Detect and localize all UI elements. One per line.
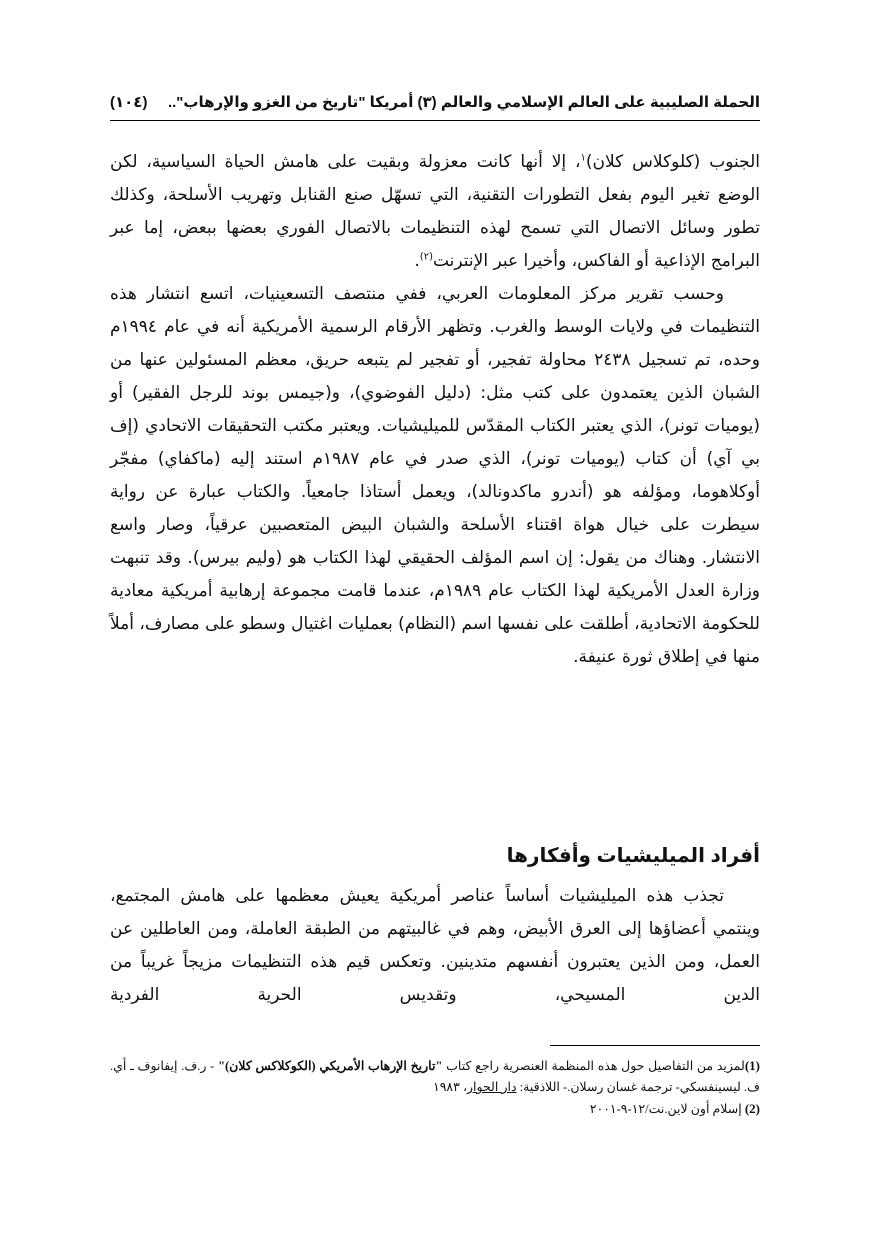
footnote-2-text: إسلام أون لاين.نت/١٢-٩-٢٠٠١ — [589, 1102, 745, 1116]
section-paragraph-1: تجذب هذه الميليشيات أساساً عناصر أمريكية يعيش معظمها على هامش المجتمع، وينتمي أعضاؤها إلى العرق الأبيض، وهم في غالبيتهم من الطبقة العاملة، ومن العاطلين عن العمل، ومن الذين يعتبرون أنفسهم متدينين. وتعكس قيم هذه التنظيمات مزيجاً غريباً من الدين المسيحي، وتقديس الحرية الفردية — [110, 886, 760, 1005]
footnote-ref-1[interactable]: ١ — [580, 152, 586, 164]
running-header — [110, 88, 760, 116]
footnote-1-mark: (1) — [744, 1058, 760, 1073]
header-rule — [110, 120, 760, 121]
footnote-1 — [110, 1055, 760, 1098]
paragraph-1 — [110, 146, 760, 278]
footnote-1-publisher-link[interactable]: دار الحوار — [467, 1080, 517, 1094]
footnote-1-year: ، ١٩٨٣ — [432, 1080, 468, 1094]
paragraph-1-continue: ، إلا أنها كانت معزولة وبقيت على هامش الحياة السياسية، لكن الوضع تغير اليوم بفعل التطورات التقنية، التي تسهّل صنع القنابل وتهريب الأسلحة، وكذلك تطور وسائل الاتصال التي تسمح لهذه التنظيمات بالاتصال الفوري بعضها ببعض، إما عبر البرامج الإذاعية أو الفاكس، وأخيرا عبر الإنترنت — [110, 152, 760, 271]
footnote-2 — [110, 1098, 760, 1120]
paragraph-1-end: . — [414, 251, 420, 271]
section-text — [110, 880, 760, 1012]
paragraph-1-start: الجنوب (كلوكلاس كلان) — [585, 152, 761, 172]
footnote-1-book-title: "تاريخ الإرهاب الأمريكي (الكوكلاكس كلان)" — [218, 1059, 443, 1073]
section-heading: أفراد الميليشيات وأفكارها — [506, 845, 760, 867]
document-page — [110, 0, 760, 1240]
footnote-separator — [550, 1045, 760, 1046]
running-header-title: الحملة الصليبية على العالم الإسلامي والعالم (٣) أمريكا "تاريخ من الغزو والإرهاب".. — [167, 94, 760, 111]
footnotes — [110, 1055, 760, 1120]
footnote-1-text: لمزيد من التفاصيل حول هذه المنظمة العنصرية راجع كتاب — [442, 1059, 745, 1073]
page-number: (١٠٤) — [110, 94, 148, 111]
footnote-ref-2[interactable]: (٢) — [419, 251, 433, 263]
footnote-2-mark: (2) — [744, 1101, 760, 1116]
paragraph-2: وحسب تقرير مركز المعلومات العربي، ففي منتصف التسعينيات، اتسع انتشار هذه التنظيمات في ولايات الوسط والغرب. وتظهر الأرقام الرسمية الأمريكية أنه في عام ١٩٩٤م وحده، تم تسجيل ٢٤٣٨ محاولة تفجير، أو تفجير لم يتبعه حريق، معظم المسئولين عنها من الشبان الذين يعتمدون على كتب مثل: (دليل الفوضوي)، و(جيمس بوند للرجل الفقير) أو (يوميات تونر)، الذي يعتبر الكتاب المقدّس للميليشيات. ويعتبر مكتب التحقيقات الاتحادي (إف بي آي) أن كتاب (يوميات تونر)، الذي صدر في عام ١٩٨٧م استند إليه (ماكفاي) مفجّر أوكلاهوما، ومؤلفه هو (أندرو ماكدونالد)، ويعمل أستاذا جامعياً. والكتاب عبارة عن رواية سيطرت على خيال هواة اقتناء الأسلحة والشبان البيض المتعصبين عرقياً، وصار واسع الانتشار. وهناك من يقول: إن اسم المؤلف الحقيقي لهذا الكتاب هو (وليم بيرس). وقد تنبهت وزارة العدل الأمريكية لهذا الكتاب عام ١٩٨٩م، عندما قامت مجموعة إرهابية أمريكية معادية للحكومة الاتحادية، أطلقت على نفسها اسم (النظام) بعمليات اغتيال وسطو على مصارف، أملاً منها في إطلاق ثورة عنيفة. — [110, 284, 760, 667]
footnote-1-details: - ر.ف. إيفانوف ـ أي. ف. ليسينفسكي- ترجمة غسان رسلان.- اللاذقية: — [110, 1059, 760, 1094]
body-text — [110, 146, 760, 674]
